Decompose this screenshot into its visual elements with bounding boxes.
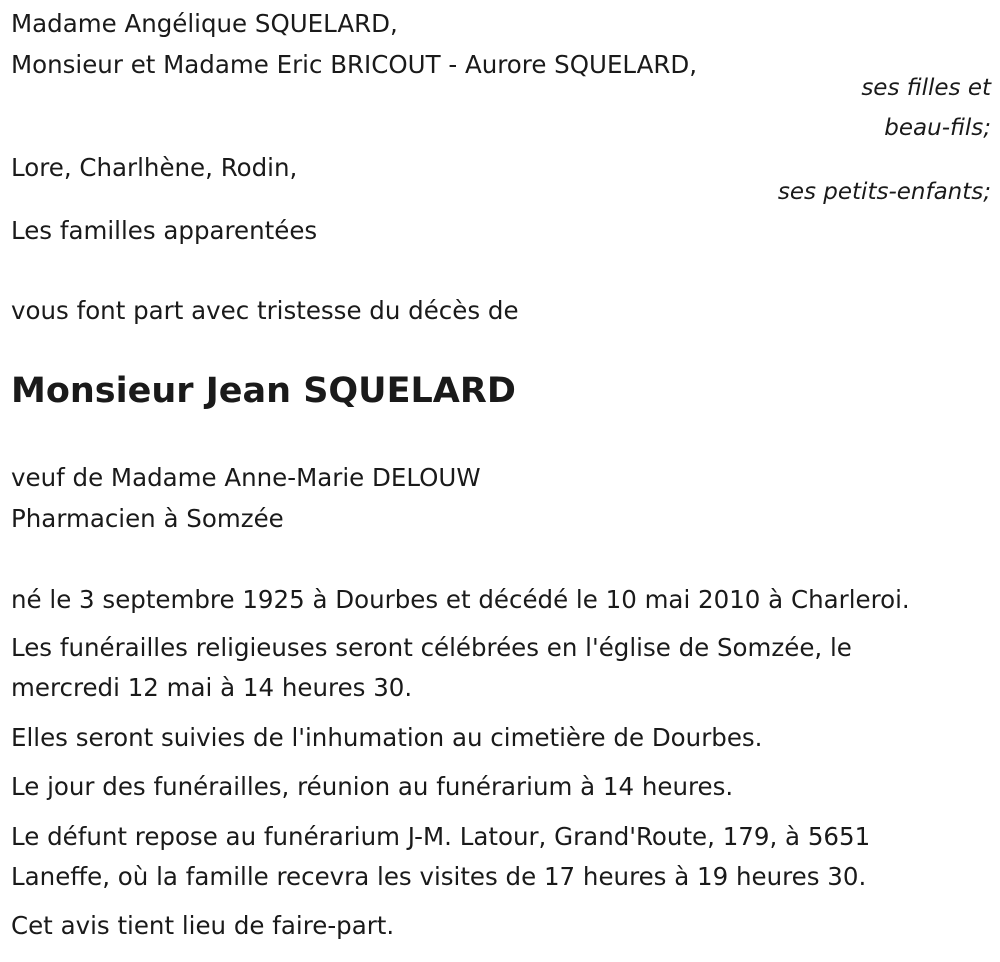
rest-text-line-1: Le défunt repose au funérarium J-M. Latour, Grand'Route, 179, à 5651 xyxy=(11,822,871,851)
death-notice xyxy=(11,0,991,962)
sender-daughter-2: Monsieur et Madame Eric BRICOUT - Aurore SQUELARD, xyxy=(11,50,698,79)
closing-text: Cet avis tient lieu de faire-part. xyxy=(11,911,395,940)
intro-text: vous font part avec tristesse du décès de xyxy=(11,296,519,325)
burial-text: Elles seront suivies de l'inhumation au cimetière de Dourbes. xyxy=(11,723,763,752)
deceased-name: Monsieur Jean SQUELARD xyxy=(11,371,516,411)
meeting-text: Le jour des funérailles, réunion au funérarium à 14 heures. xyxy=(11,772,734,801)
profession-text: Pharmacien à Somzée xyxy=(11,504,284,533)
birth-death-text: né le 3 septembre 1925 à Dourbes et décédé le 10 mai 2010 à Charleroi. xyxy=(11,585,910,614)
relation-daughters-line-1: ses filles et xyxy=(861,75,991,101)
widower-text: veuf de Madame Anne-Marie DELOUW xyxy=(11,463,481,492)
funeral-text-line-1: Les funérailles religieuses seront célébrées en l'église de Somzée, le xyxy=(11,633,852,662)
funeral-text-line-2: mercredi 12 mai à 14 heures 30. xyxy=(11,673,413,702)
sender-families: Les familles apparentées xyxy=(11,216,318,245)
sender-daughter-1: Madame Angélique SQUELARD, xyxy=(11,9,398,38)
relation-daughters-line-2: beau-fils; xyxy=(884,115,991,141)
relation-grandchildren: ses petits-enfants; xyxy=(777,179,991,205)
rest-text-line-2: Laneffe, où la famille recevra les visites de 17 heures à 19 heures 30. xyxy=(11,862,867,891)
sender-grandchildren: Lore, Charlhène, Rodin, xyxy=(11,153,298,182)
